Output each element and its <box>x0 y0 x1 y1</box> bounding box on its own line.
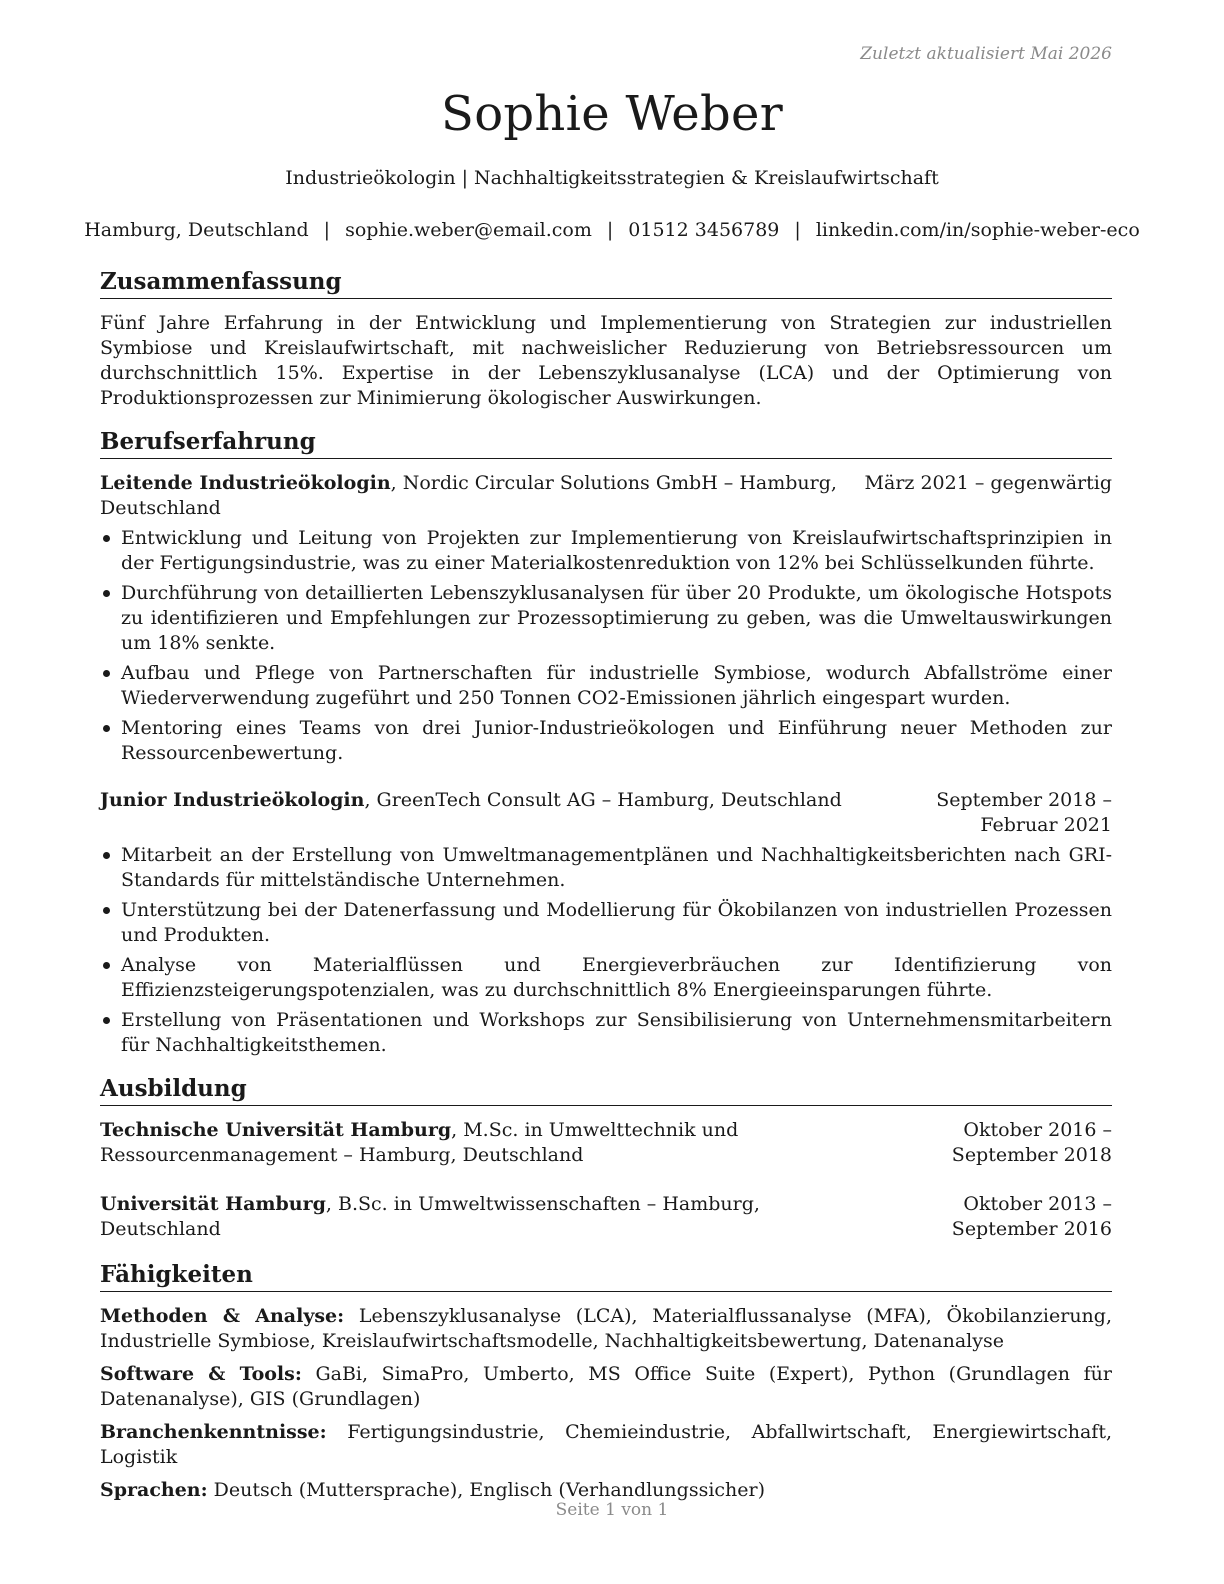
skill-value: Fertigungsindustrie, Chemieindustrie, Abfallwirtschaft, Energiewirtschaft, Logistik <box>100 1421 1112 1468</box>
bullet-text: Unterstützung bei der Datenerfassung und Modellierung für Ökobilanzen von industriellen Prozessen und Produkten. <box>121 899 1112 946</box>
job-role: Junior Industrieökologin <box>100 789 365 811</box>
experience-section <box>100 428 1112 1058</box>
job-header <box>100 471 1112 521</box>
contact-line <box>0 219 1224 241</box>
bullet-dot-icon <box>103 1017 110 1024</box>
contact-separator: | <box>323 219 331 241</box>
contact-linkedin[interactable]: linkedin.com/in/sophie-weber-eco <box>815 219 1140 241</box>
bullet-text: Erstellung von Präsentationen und Workshops zur Sensibilisierung von Unternehmensmitarbeitern für Nachhaltigkeitsthemen. <box>121 1009 1112 1056</box>
skill-row <box>100 1304 1112 1354</box>
section-title-skills: Fähigkeiten <box>100 1261 1112 1292</box>
job-bullets <box>100 526 1112 766</box>
education-degree: , M.Sc. in Umwelttechnik und Ressourcenmanagement – Hamburg, Deutschland <box>100 1119 739 1166</box>
candidate-name: Sophie Weber <box>441 86 783 142</box>
job-entry <box>100 788 1112 1058</box>
section-title-education: Ausbildung <box>100 1075 1112 1106</box>
bullet-item <box>100 953 1112 1003</box>
contact-email[interactable]: sophie.weber@email.com <box>345 219 592 241</box>
bullet-dot-icon <box>103 725 110 732</box>
job-bullets <box>100 843 1112 1058</box>
bullet-text: Entwicklung und Leitung von Projekten zur Implementierung von Kreislaufwirtschaftsprinzipien in der Fertigungsindustrie, was zu einer Materialkostenreduktion von 12% bei Schlüsselkunden führte. <box>121 527 1112 574</box>
bullet-dot-icon <box>103 670 110 677</box>
summary-text: Fünf Jahre Erfahrung in der Entwicklung und Implementierung von Strategien zur industriellen Symbiose und Kreislaufwirtschaft, mit nachweislicher Reduzierung von Betriebsressourcen um durchschnittlich 15%. Expertise in der Lebenszyklusanalyse (LCA) und der Optimierung von Produktionsprozessen zur Minimierung ökologischer Auswirkungen. <box>100 312 1112 409</box>
bullet-item <box>100 843 1112 893</box>
bullet-text: Mentoring eines Teams von drei Junior-Industrieökologen und Einführung neuer Methoden zur Ressourcenbewertung. <box>121 717 1112 764</box>
education-entry <box>100 1118 1112 1168</box>
bullet-dot-icon <box>103 907 110 914</box>
bullet-dot-icon <box>103 962 110 969</box>
education-school: Universität Hamburg <box>100 1193 326 1215</box>
page-number: Seite 1 von 1 <box>555 1500 669 1520</box>
bullet-dot-icon <box>103 590 110 597</box>
skill-row <box>100 1420 1112 1470</box>
job-header <box>100 788 1112 838</box>
contact-separator: | <box>794 219 801 241</box>
job-company: , GreenTech Consult AG – Hamburg, Deutschland <box>364 789 842 811</box>
bullet-item <box>100 716 1112 766</box>
contact-phone[interactable]: 01512 3456789 <box>628 219 780 241</box>
job-dates: März 2021 – gegenwärtig <box>864 472 1112 494</box>
job-company: , Nordic Circular Solutions GmbH – Hamburg, Deutschland <box>100 472 837 519</box>
contact-location: Hamburg, Deutschland <box>84 219 309 241</box>
tagline: Industrieökologin | Nachhaltigkeitsstrategien & Kreislaufwirtschaft <box>285 167 939 189</box>
contact-separator: | <box>606 219 614 241</box>
skill-value: Lebenszyklusanalyse (LCA), Materialflussanalyse (MFA), Ökobilanzierung, Industrielle Symbiose, Kreislaufwirtschaftsmodelle, Nachhaltigkeitsbewertung, Datenanalyse <box>100 1305 1112 1352</box>
job-entry <box>100 471 1112 766</box>
skill-label: Methoden & Analyse: <box>100 1305 345 1327</box>
education-dates: Oktober 2013 – September 2016 <box>951 1193 1112 1240</box>
bullet-text: Analyse von Materialflüssen und Energieverbräuchen zur Identifizierung von Effizienzsteigerungspotenzialen, was zu durchschnittlich 8% Energieeinsparungen führte. <box>121 954 1112 1001</box>
section-title-experience: Berufserfahrung <box>100 428 1112 459</box>
job-role: Leitende Industrieökologin <box>100 472 391 494</box>
education-degree: , B.Sc. in Umweltwissenschaften – Hamburg, Deutschland <box>100 1193 760 1240</box>
bullet-text: Aufbau und Pflege von Partnerschaften für industrielle Symbiose, wodurch Abfallströme einer Wiederverwendung zugeführt und 250 Tonnen CO2-Emissionen jährlich eingespart wurden. <box>121 662 1112 709</box>
bullet-item <box>100 661 1112 711</box>
skill-label: Sprachen: <box>100 1479 208 1501</box>
last-updated: Zuletzt aktualisiert Mai 2026 <box>860 44 1112 64</box>
bullet-item <box>100 581 1112 656</box>
education-entry <box>100 1192 1112 1242</box>
education-dates: Oktober 2016 – September 2018 <box>951 1119 1112 1166</box>
skill-value: Deutsch (Muttersprache), Englisch (Verhandlungssicher) <box>207 1479 766 1501</box>
bullet-dot-icon <box>103 535 110 542</box>
skill-value: GaBi, SimaPro, Umberto, MS Office Suite (Expert), Python (Grundlagen für Datenanalyse), GIS (Grundlagen) <box>100 1363 1112 1410</box>
resume-content <box>100 268 1112 1503</box>
bullet-text: Mitarbeit an der Erstellung von Umweltmanagementplänen und Nachhaltigkeitsberichten nach GRI-Standards für mittelständische Unternehmen. <box>121 844 1112 891</box>
bullet-item <box>100 526 1112 576</box>
bullet-text: Durchführung von detaillierten Lebenszyklusanalysen für über 20 Produkte, um ökologische Hotspots zu identifizieren und Empfehlungen zur Prozessoptimierung zu geben, was die Umweltauswirkungen um 18% senkte. <box>121 582 1112 654</box>
section-title-summary: Zusammenfassung <box>100 268 1112 299</box>
bullet-dot-icon <box>103 852 110 859</box>
skills-section <box>100 1261 1112 1503</box>
education-section <box>100 1075 1112 1242</box>
skill-row <box>100 1362 1112 1412</box>
bullet-item <box>100 1008 1112 1058</box>
education-school: Technische Universität Hamburg <box>100 1119 452 1141</box>
bullet-item <box>100 898 1112 948</box>
summary-section <box>100 268 1112 411</box>
skill-label: Software & Tools: <box>100 1363 302 1385</box>
job-dates: September 2018 – Februar 2021 <box>936 789 1112 836</box>
skill-label: Branchenkenntnisse: <box>100 1421 327 1443</box>
